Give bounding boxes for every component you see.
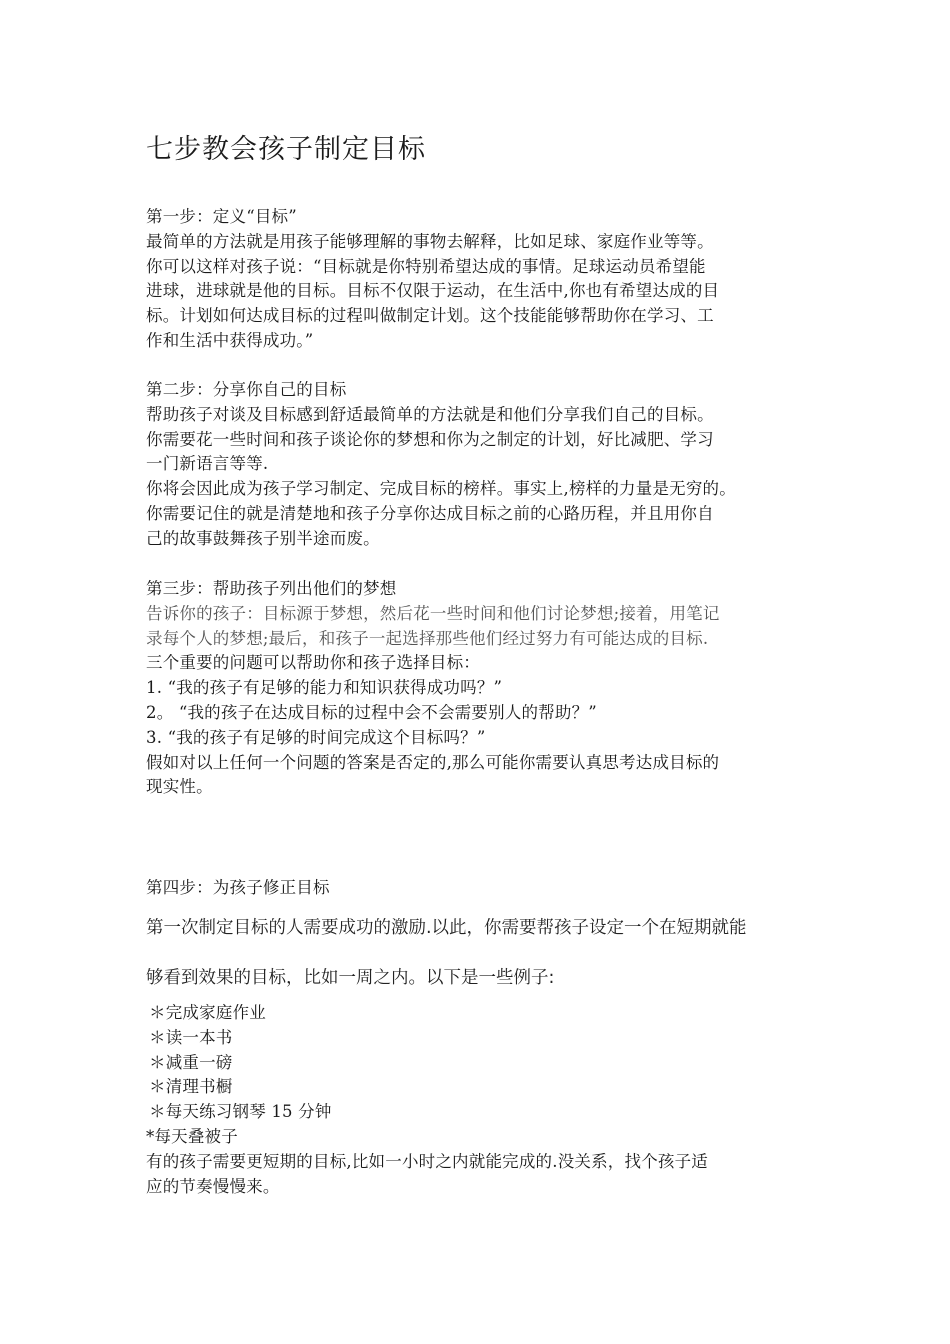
step1-section — [146, 205, 836, 354]
step3-line: 三个重要的问题可以帮助你和孩子选择目标： — [146, 653, 480, 673]
step1-line: 进球，进球就是他的目标。目标不仅限于运动，在生活中,你也有希望达成的目 — [146, 281, 720, 301]
step4-heading: 第四步：为孩子修正目标 — [146, 878, 330, 897]
step3-question-2: 2。 “我的孩子在达成目标的过程中会不会需要别人的帮助？” — [146, 702, 597, 722]
step1-line: 最简单的方法就是用孩子能够理解的事物去解释，比如足球、家庭作业等等。 — [146, 231, 714, 251]
step4-closing-line: 有的孩子需要更短期的目标,比如一小时之内就能完成的.没关系，找个孩子适 — [146, 1151, 708, 1171]
step4-intro-line: 够看到效果的目标，比如一周之内。以下是一些例子: — [146, 968, 555, 988]
example-item: ＊清理书橱 — [149, 1077, 233, 1097]
step4-closing-line: 应的节奏慢慢来。 — [146, 1176, 280, 1196]
example-item: ＊完成家庭作业 — [149, 1003, 266, 1022]
document-title: 七步教会孩子制定目标 — [146, 134, 426, 165]
step2-line: 己的故事鼓舞孩子别半途而废。 — [146, 528, 380, 548]
step3-section — [146, 577, 836, 800]
step4-examples-list — [146, 1001, 836, 1199]
step2-line: 一门新语言等等. — [146, 454, 269, 474]
step2-heading: 第二步：分享你自己的目标 — [146, 380, 347, 399]
step3-closing-line: 假如对以上任何一个问题的答案是否定的,那么可能你需要认真思考达成目标的 — [146, 752, 720, 772]
step3-gray-line: 告诉你的孩子：目标源于梦想，然后花一些时间和他们讨论梦想;接着，用笔记 — [146, 603, 720, 623]
step4-section — [146, 876, 836, 901]
step2-line: 你需要花一些时间和孩子谈论你的梦想和你为之制定的计划，好比减肥、学习 — [146, 429, 714, 449]
step3-gray-line: 录每个人的梦想;最后，和孩子一起选择那些他们经过努力有可能达成的目标. — [146, 628, 709, 648]
step1-line: 作和生活中获得成功。” — [146, 330, 314, 350]
example-item: ＊读一本书 — [149, 1027, 233, 1047]
step1-heading: 第一步：定义“目标” — [146, 207, 297, 226]
step4-intro-line: 第一次制定目标的人需要成功的激励.以此，你需要帮孩子设定一个在短期就能 — [146, 918, 747, 938]
example-item: *每天叠被子 — [146, 1126, 238, 1146]
example-item: ＊减重一磅 — [149, 1052, 233, 1072]
step3-question-1: 1. “我的孩子有足够的能力和知识获得成功吗？” — [146, 678, 503, 698]
step1-line: 标。计划如何达成目标的过程叫做制定计划。这个技能能够帮助你在学习、工 — [146, 306, 714, 326]
step1-line: 你可以这样对孩子说：“目标就是你特别希望达成的事情。足球运动员希望能 — [146, 256, 706, 276]
step3-heading: 第三步：帮助孩子列出他们的梦想 — [146, 579, 397, 598]
step2-line: 帮助孩子对谈及目标感到舒适最简单的方法就是和他们分享我们自己的目标。 — [146, 404, 714, 424]
step3-closing-line: 现实性。 — [146, 777, 213, 797]
step3-question-3: 3. “我的孩子有足够的时间完成这个目标吗？” — [146, 727, 486, 747]
step2-section — [146, 378, 836, 552]
step2-line: 你需要记住的就是清楚地和孩子分享你达成目标之前的心路历程，并且用你自 — [146, 503, 714, 523]
step2-line: 你将会因此成为孩子学习制定、完成目标的榜样。事实上,榜样的力量是无穷的。 — [146, 479, 736, 499]
example-item: ＊每天练习钢琴 15 分钟 — [149, 1102, 332, 1122]
